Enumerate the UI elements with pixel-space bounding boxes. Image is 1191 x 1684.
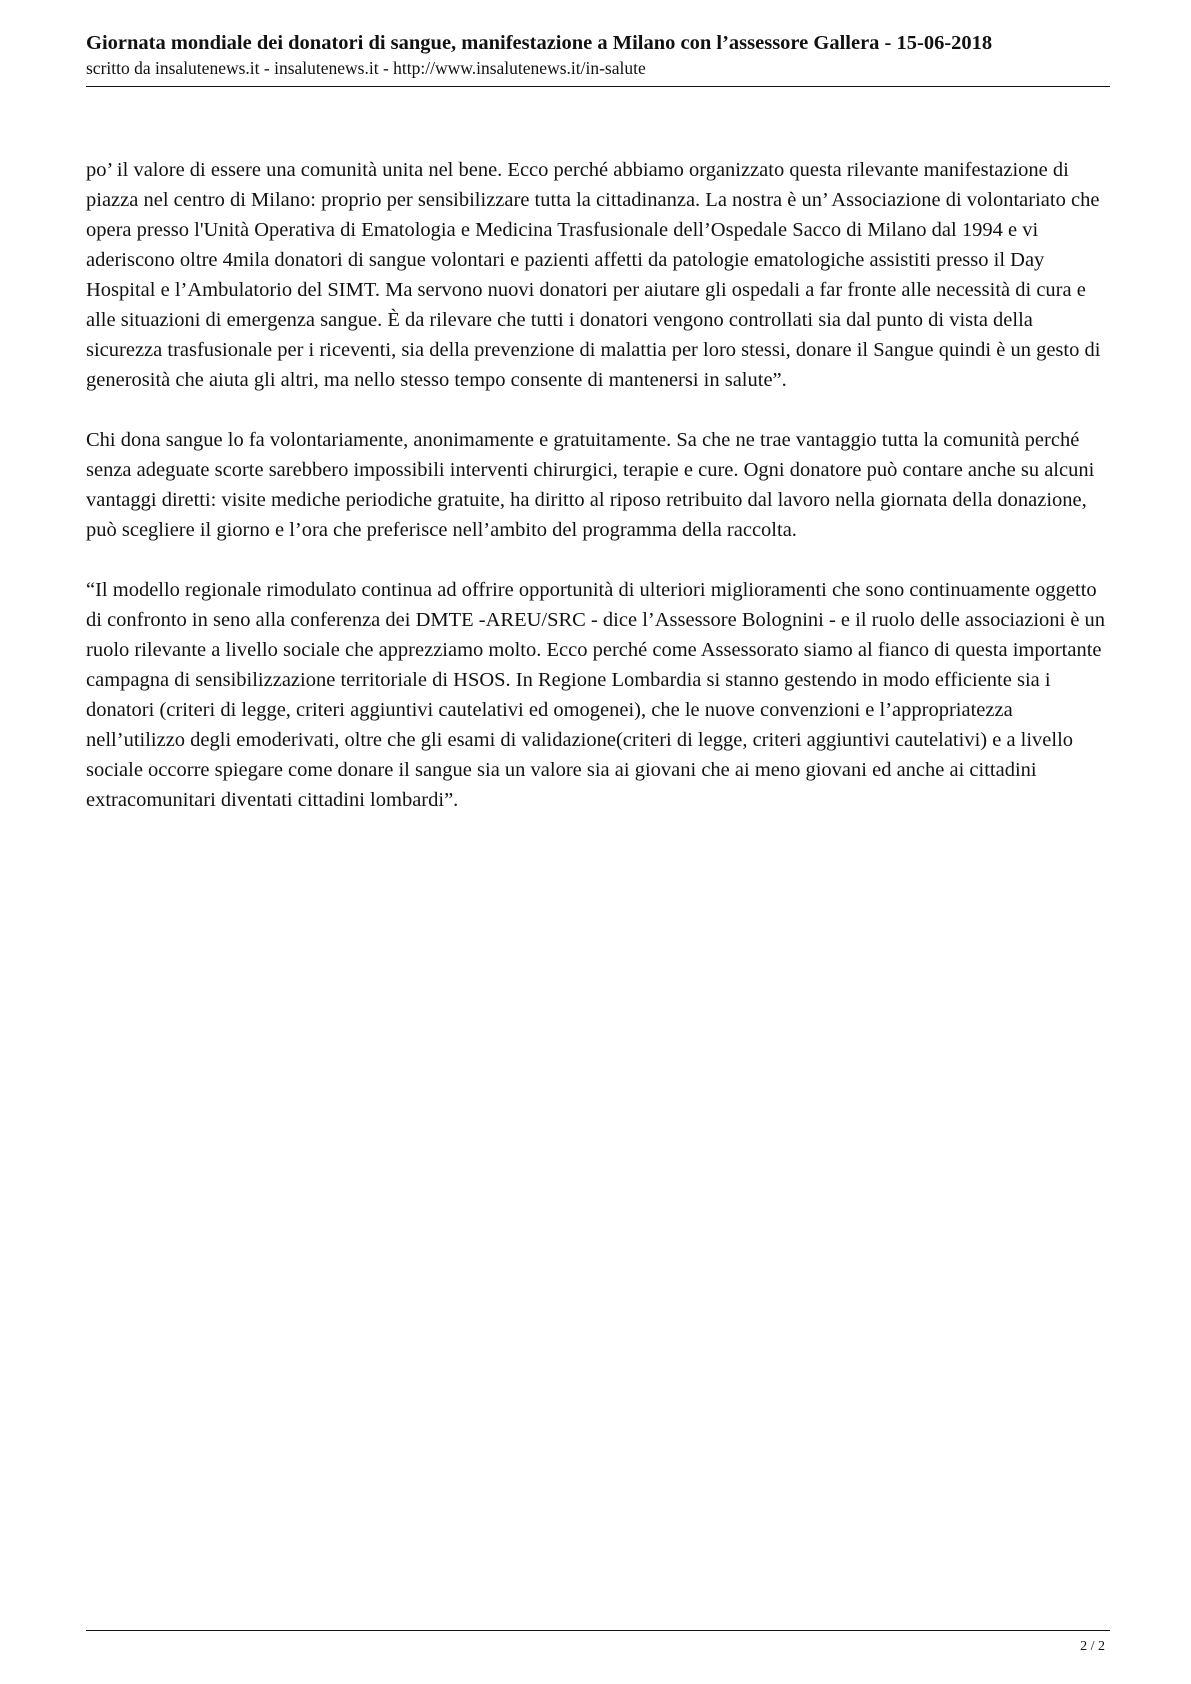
article-body bbox=[86, 155, 1110, 815]
page-number: 2 / 2 bbox=[1080, 1639, 1105, 1654]
page-header bbox=[86, 30, 1108, 80]
footer-divider bbox=[86, 1630, 1110, 1631]
body-paragraph: “Il modello regionale rimodulato continua ad offrire opportunità di ulteriori miglioramenti che sono continuamente oggetto di confronto in seno alla conferenza dei DMTE -AREU/SRC - dice l’Assessore Bolognini - e il ruolo delle associazioni è un ruolo rilevante a livello sociale che apprezziamo molto. Ecco perché come Assessorato siamo al fianco di questa importante campagna di sensibilizzazione territoriale di HSOS. In Regione Lombardia si stanno gestendo in modo efficiente sia i donatori (criteri di legge, criteri aggiuntivi cautelativi ed omogenei), che le nuove convenzioni e l’appropriatezza nell’utilizzo degli emoderivati, oltre che gli esami di validazione(criteri di legge, criteri aggiuntivi cautelativi) e a livello sociale occorre spiegare come donare il sangue sia un valore sia ai giovani che ai meno giovani ed anche ai cittadini extracomunitari diventati cittadini lombardi”. bbox=[86, 579, 1106, 811]
body-paragraph: po’ il valore di essere una comunità unita nel bene. Ecco perché abbiamo organizzato questa rilevante manifestazione di piazza nel centro di Milano: proprio per sensibilizzare tutta la cittadinanza. La nostra è un’ Associazione di volontariato che opera presso l'Unità Operativa di Ematologia e Medicina Trasfusionale dell’Ospedale Sacco di Milano dal 1994 e vi aderiscono oltre 4mila donatori di sangue volontari e pazienti affetti da patologie ematologiche assistiti presso il Day Hospital e l’Ambulatorio del SIMT. Ma servono nuovi donatori per aiutare gli ospedali a far fronte alle necessità di cura e alle situazioni di emergenza sangue. È da rilevare che tutti i donatori vengono controllati sia dal punto di vista della sicurezza trasfusionale per i riceventi, sia della prevenzione di malattia per loro stessi, donare il Sangue quindi è un gesto di generosità che aiuta gli altri, ma nello stesso tempo consente di mantenersi in salute”. bbox=[86, 159, 1101, 391]
header-divider bbox=[86, 86, 1110, 87]
body-paragraph: Chi dona sangue lo fa volontariamente, anonimamente e gratuitamente. Sa che ne trae vantaggio tutta la comunità perché senza adeguate scorte sarebbero impossibili interventi chirurgici, terapie e cure. Ogni donatore può contare anche su alcuni vantaggi diretti: visite mediche periodiche gratuite, ha diritto al riposo retribuito dal lavoro nella giornata della donazione, può scegliere il giorno e l’ora che preferisce nell’ambito del programma della raccolta. bbox=[86, 429, 1095, 541]
article-title: Giornata mondiale dei donatori di sangue, manifestazione a Milano con l’assessore Gallera - 15-06-2018 bbox=[86, 32, 993, 54]
article-byline: scritto da insalutenews.it - insalutenews.it - http://www.insalutenews.it/in-salute bbox=[86, 58, 646, 78]
